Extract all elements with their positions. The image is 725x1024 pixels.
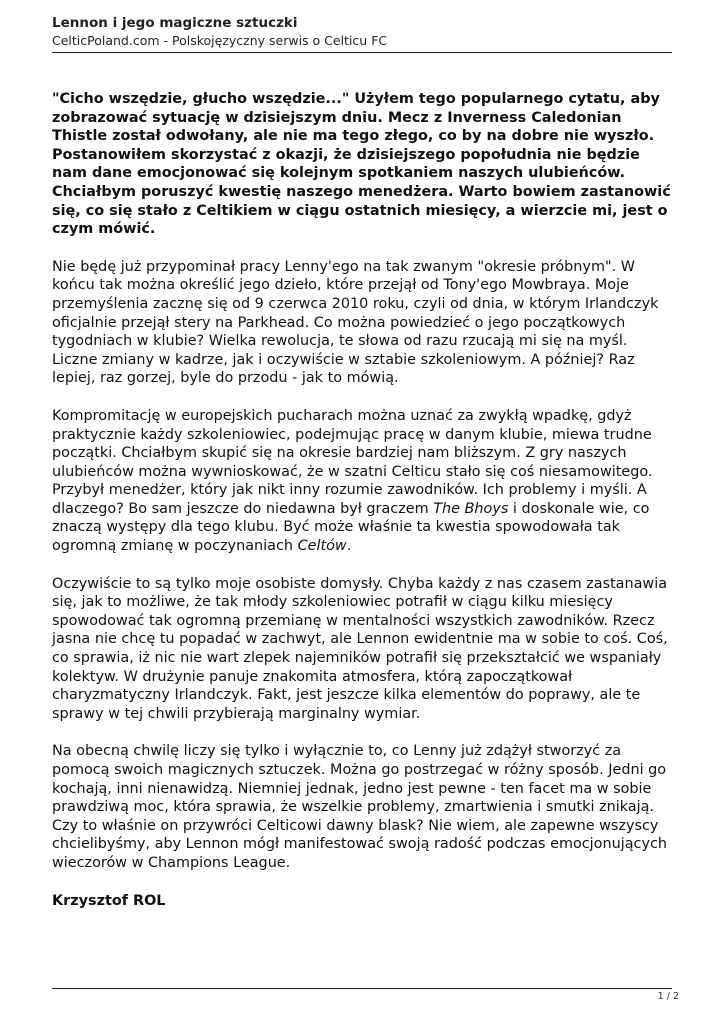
page-number: 1 / 2 (657, 991, 679, 1002)
author-signature: Krzysztof ROL (52, 892, 166, 909)
article-title: Lennon i jego magiczne sztuczki (52, 15, 298, 31)
paragraph-4: Na obecną chwilę liczy się tylko i wyłącznie to, co Lenny już zdążył stworzyć za pomocą swoich magicznych sztuczek. Można go postrzegać w różny sposób. Jedni go kochają, inni nienawidzą. Niemniej jednak, jedno jest pewne - ten facet ma w sobie prawdziwą moc, która sprawia, że wszelkie problemy, zmartwienia i smutki znikają. Czy to właśnie on przywróci Celticowi dawny blask? Nie wiem, ale zapewne wszyscy chcielibyśmy, aby Lennon mógł manifestować swoją radość podczas emocjonujących wieczorów w Champions League. (52, 743, 668, 871)
article-body (52, 90, 677, 929)
paragraph-2 (52, 407, 677, 556)
paragraph-2-text-c: . (346, 538, 352, 555)
paragraph-2-emphasis-celtow: Celtów (297, 538, 347, 555)
paragraph-3: Oczywiście to są tylko moje osobiste domysły. Chyba każdy z nas czasem zastanawia się, jak to możliwe, że tak młody szkoleniowiec potrafił w ciągu kilku miesięcy spowodować tak ogromną przemianę w mentalności wszystkich zawodników. Rzecz jasna nie chcę tu popadać w zachwyt, ale Lennon ewidentnie ma w sobie to coś. Coś, co sprawia, iż nic nie wart zlepek najemników potrafił się przekształcić we wspaniały kolektyw. W drużynie panuje znakomita atmosfera, którą zapoczątkował charyzmatyczny Irlandczyk. Fakt, jest jeszcze kilka elementów do poprawy, ale te sprawy w tej chwili przybierają marginalny wymiar. (52, 575, 668, 722)
footer-divider (52, 988, 672, 989)
site-subtitle: CelticPoland.com - Polskojęzyczny serwis o Celticu FC (52, 33, 388, 48)
lead-paragraph: "Cicho wszędzie, głucho wszędzie..." Użyłem tego popularnego cytatu, aby zobrazować sytuację w dzisiejszym dniu. Mecz z Inverness Caledonian Thistle został odwołany, ale nie ma tego złego, co by na dobre nie wyszło. Postanowiłem skorzystać z okazji, że dzisiejszego popołudnia nie będzie nam dane emocjonować się kolejnym spotkaniem naszych ulubieńców. Chciałbym poruszyć kwestię naszego menedżera. Warto bowiem zastanowić się, co się stało z Celtikiem w ciągu ostatnich miesięcy, a wierzcie mi, jest o czym mówić. (52, 91, 671, 238)
header-divider (52, 52, 672, 53)
paragraph-1: Nie będę już przypominał pracy Lenny'ego na tak zwanym "okresie próbnym". W końcu tak można określić jego dzieło, które przejął od Tony'ego Mowbraya. Moje przemyślenia zacznę się od 9 czerwca 2010 roku, czyli od dnia, w którym Irlandczyk oficjalnie przejął stery na Parkhead. Co można powiedzieć o jego początkowych tygodniach w klubie? Wielka rewolucja, te słowa od razu rzucają mi się na myśl. Liczne zmiany w kadrze, jak i oczywiście w sztabie szkoleniowym. A później? Raz lepiej, raz gorzej, byle do przodu - jak to mówią. (52, 258, 659, 387)
page-header (52, 14, 672, 49)
paragraph-2-text-b: i doskonale wie, co znaczą występy dla tego klubu. Być może właśnie ta kwestia spowodowała tak ogromną zmianę w poczynaniach (52, 500, 650, 555)
paragraph-2-text-a: Kompromitację w europejskich pucharach można uznać za zwykłą wpadkę, gdyż praktycznie każdy szkoleniowiec, podejmując pracę w danym klubie, miewa trudne początki. Chciałbym skupić się na okresie bardziej nam bliższym. Z gry naszych ulubieńców można wywnioskować, że w szatni Celticu stało się coś niesamowitego. Przybył menedżer, który jak nikt inny rozumie zawodników. Ich problemy i myśli. A dlaczego? Bo sam jeszcze do niedawna był graczem (52, 407, 653, 517)
paragraph-2-emphasis-bhoys: The Bhoys (433, 500, 509, 517)
